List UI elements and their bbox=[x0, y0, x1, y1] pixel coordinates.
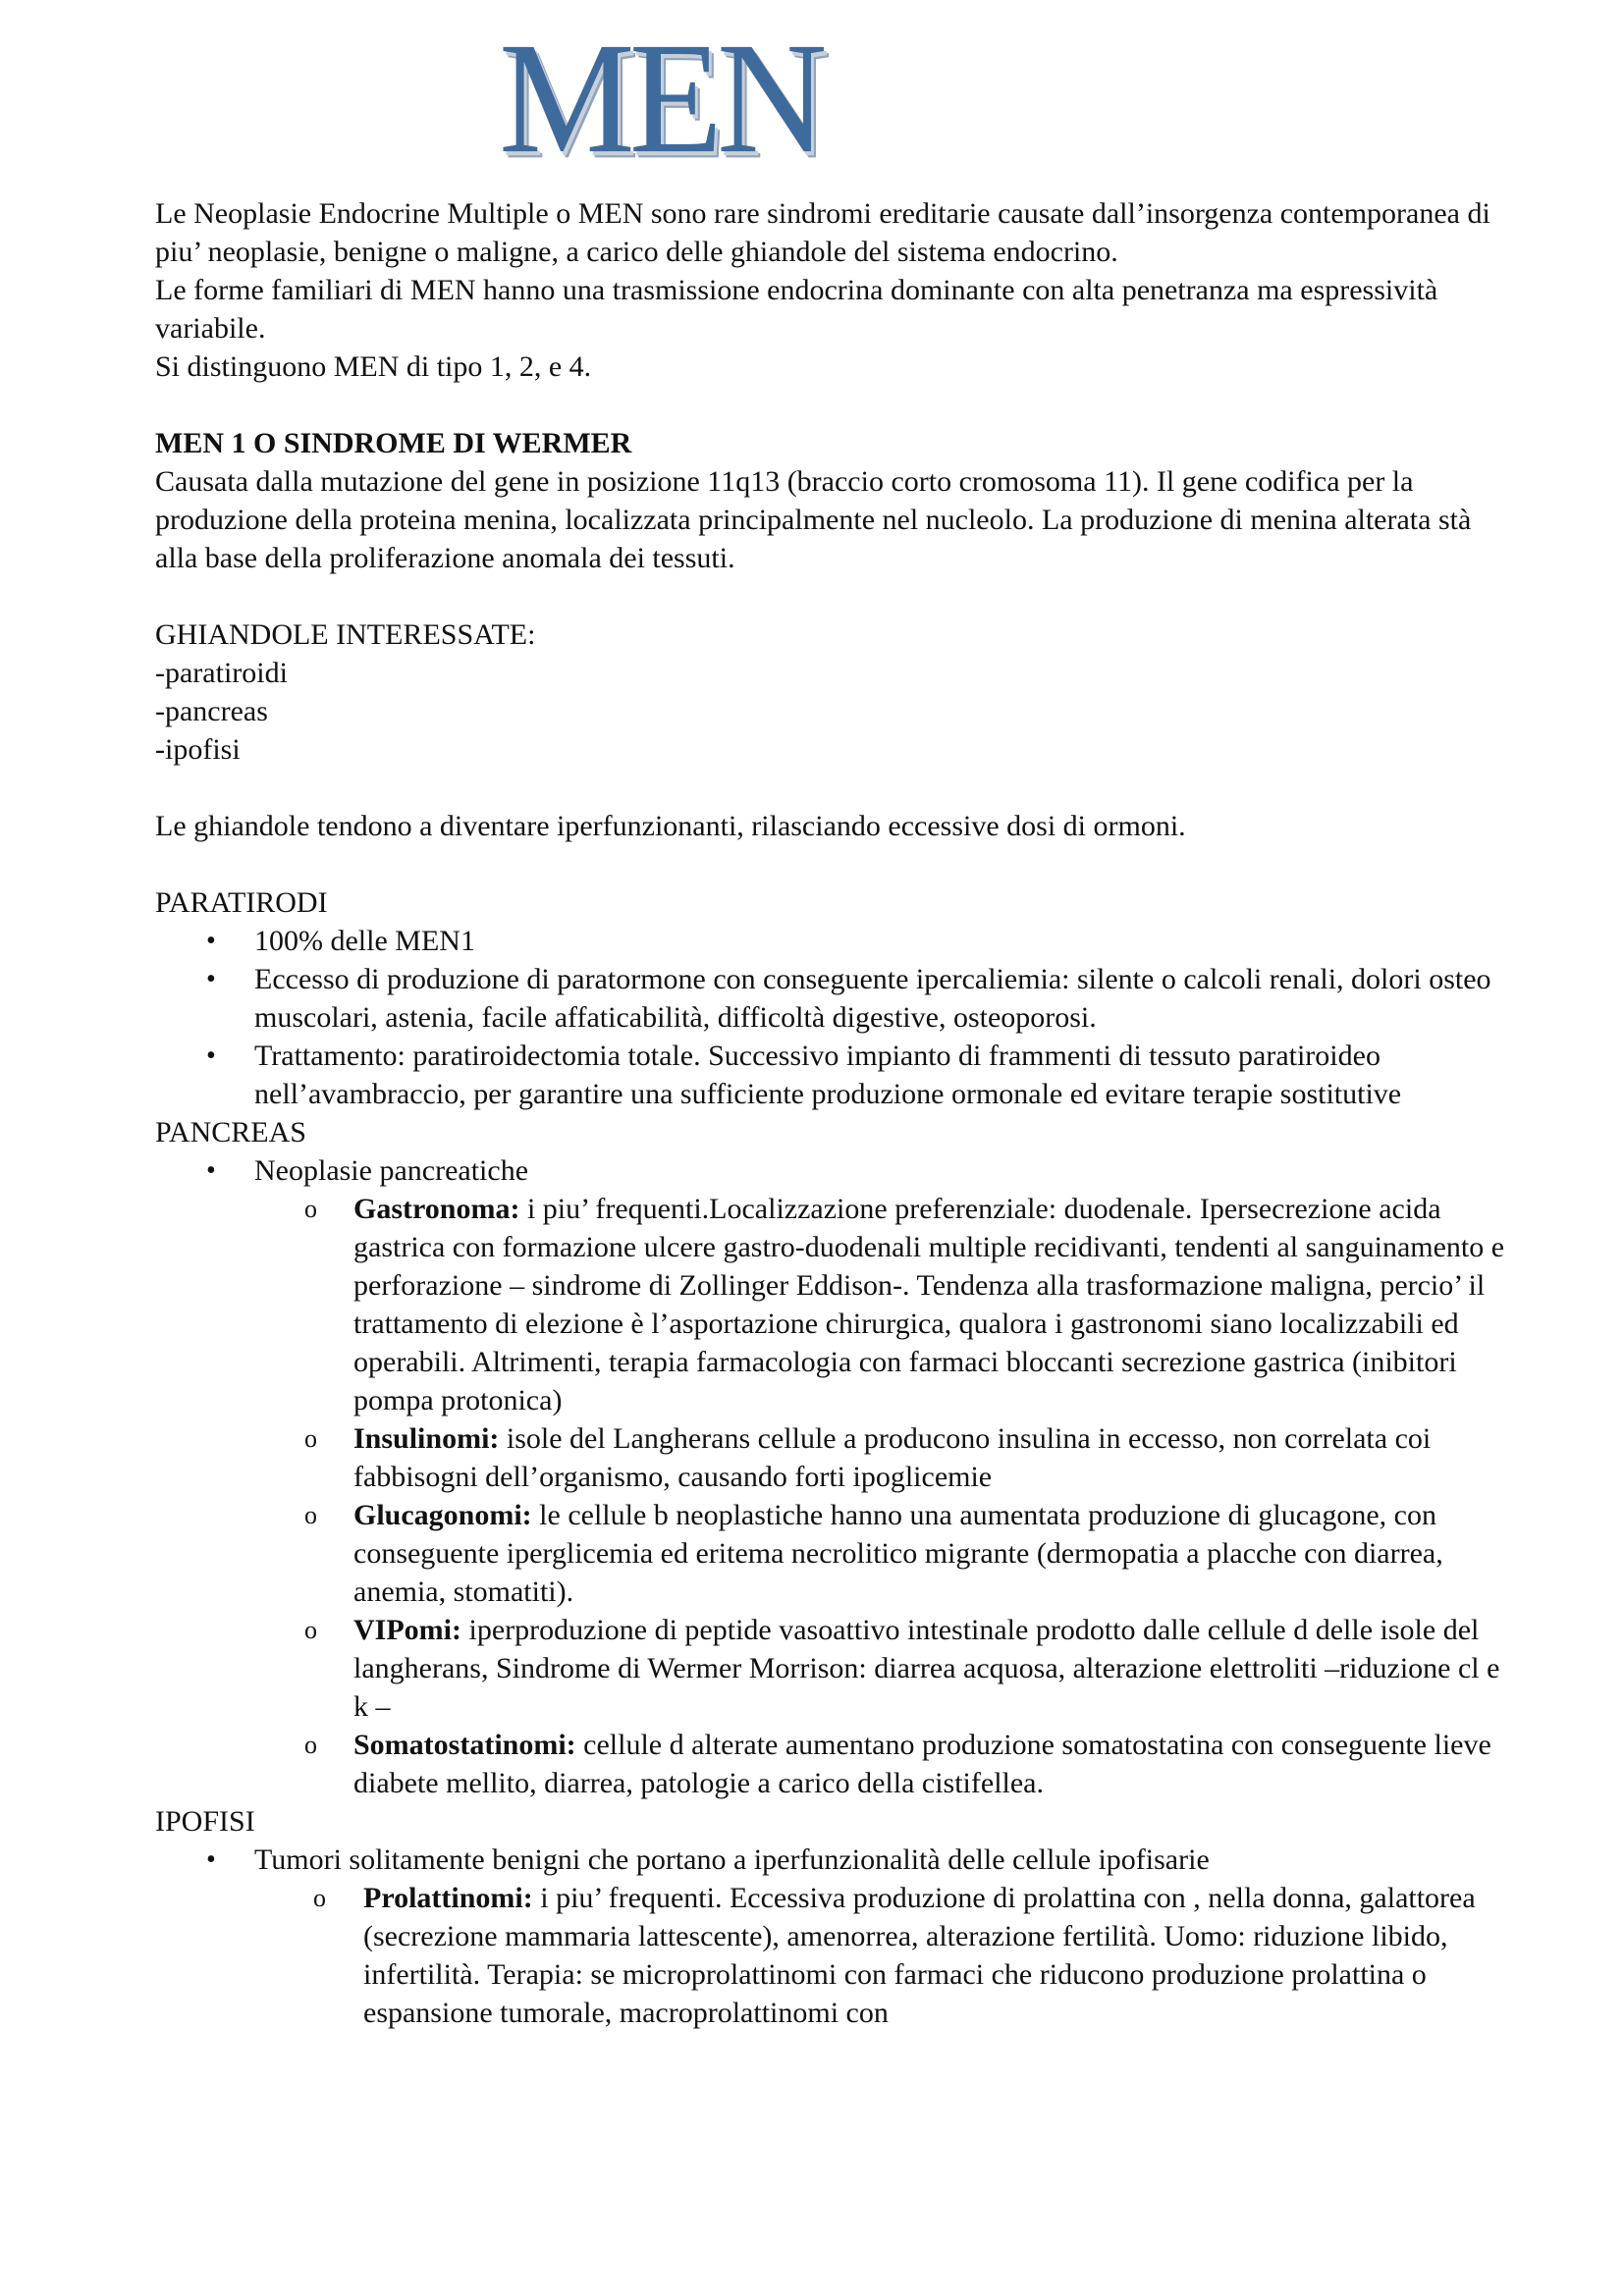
term-description: le cellule b neoplastiche hanno una aumentata produzione di glucagone, con conseguente iperglicemia ed eritema necrolitico migrante (dermopatia a placche con diarrea, anemia, stomatiti). bbox=[353, 1499, 1443, 1608]
list-item bbox=[254, 1419, 1510, 1496]
term: Gastronoma: bbox=[353, 1193, 520, 1225]
pancreas-list bbox=[155, 1151, 1510, 1802]
term: VIPomi: bbox=[353, 1614, 461, 1646]
pancreas-heading: PANCREAS bbox=[155, 1116, 306, 1148]
ipofisi-list bbox=[155, 1841, 1510, 2032]
term: Somatostatinomi: bbox=[353, 1729, 576, 1761]
ipofisi-sublist bbox=[254, 1879, 1510, 2032]
list-item bbox=[155, 1151, 1510, 1802]
glands-note: Le ghiandole tendono a diventare iperfunzionanti, rilasciando eccessive dosi di ormoni. bbox=[155, 810, 1186, 842]
document-body bbox=[155, 194, 1510, 2032]
term-description: i piu’ frequenti.Localizzazione preferenziale: duodenale. Ipersecrezione acida gastrica con formazione ulcere gastro-duodenali multiple recidivanti, tendenti al sanguinamento e perforazione – sindrome di Zollinger Eddison-. Tendenza alla trasformazione maligna, percio’ il trattamento di elezione è l’asportazione chirurgica, qualora i gastronomi siano localizzabili ed operabili. Altrimenti, terapia farmacologia con farmaci bloccanti secrezione gastrica (inibitori pompa protonica) bbox=[353, 1193, 1505, 1416]
list-item: • Eccesso di produzione di paratormone con conseguente ipercaliemia: silente o calcoli renali, dolori osteo muscolari, astenia, facile affaticabilità, difficoltà digestive, osteoporosi. bbox=[155, 960, 1510, 1037]
paratiroidi-list bbox=[155, 922, 1510, 1113]
intro-paragraph-2: Le forme familiari di MEN hanno una trasmissione endocrina dominante con alta penetranza ma espressività variabile. bbox=[155, 274, 1438, 345]
list-item bbox=[254, 1726, 1510, 1802]
list-item bbox=[254, 1496, 1510, 1611]
list-item bbox=[155, 1841, 1510, 2032]
intro-paragraph-1: Le Neoplasie Endocrine Multiple o MEN sono rare sindromi ereditarie causate dall’insorgenza contemporanea di piu’ neoplasie, benigne o maligne, a carico delle ghiandole del sistema endocrino. bbox=[155, 197, 1490, 268]
pancreas-sublist bbox=[254, 1190, 1510, 1802]
term-description: i piu’ frequenti. Eccessiva produzione di prolattina con , nella donna, galattorea (secrezione mammaria lattescente), amenorrea, alterazione fertilità. Uomo: riduzione libido, infertilità. Terapia: se microprolattinomi con farmaci che riducono produzione prolattina o espansione tumorale, macroprolattinomi con bbox=[363, 1882, 1476, 2029]
men1-text: Causata dalla mutazione del gene in posizione 11q13 (braccio corto cromosoma 11). Il gene codifica per la produzione della proteina menina, localizzata principalmente nel nucleolo. La produzione di menina alterata stà alla base della proliferazione anomala dei tessuti. bbox=[155, 465, 1472, 574]
term: Prolattinomi: bbox=[363, 1882, 533, 1914]
paratiroidi-heading: PARATIRODI bbox=[155, 886, 328, 919]
term-description: isole del Langherans cellule a producono insulina in eccesso, non correlata coi fabbisogni dell’organismo, causando forti ipoglicemie bbox=[353, 1422, 1432, 1493]
term-description: iperproduzione di peptide vasoattivo intestinale prodotto dalle cellule d delle isole del langherans, Sindrome di Wermer Morrison: diarrea acquosa, alterazione elettroliti –riduzione cl e k – bbox=[353, 1614, 1500, 1723]
ipofisi-heading: IPOFISI bbox=[155, 1805, 255, 1838]
ipofisi-bullet-text: Tumori solitamente benigni che portano a iperfunzionalità delle cellule ipofisarie bbox=[254, 1843, 1210, 1876]
glands-heading: GHIANDOLE INTERESSATE: bbox=[155, 618, 536, 651]
list-item: • Trattamento: paratiroidectomia totale. Successivo impianto di frammenti di tessuto paratiroideo nell’avambraccio, per garantire una sufficiente produzione ormonale ed evitare terapie sostitutive bbox=[155, 1037, 1510, 1113]
intro-paragraph-3: Si distinguono MEN di tipo 1, 2, e 4. bbox=[155, 350, 592, 383]
pancreas-bullet-text: Neoplasie pancreatiche bbox=[254, 1154, 529, 1187]
men1-heading: MEN 1 O SINDROME DI WERMER bbox=[155, 427, 632, 459]
gland-item: -ipofisi bbox=[155, 733, 241, 766]
men-logo: MEN bbox=[499, 9, 822, 187]
list-item bbox=[254, 1611, 1510, 1726]
gland-item: -pancreas bbox=[155, 695, 268, 727]
term-description: cellule d alterate aumentano produzione somatostatina con conseguente lieve diabete mellito, diarrea, patologie a carico della cistifellea. bbox=[353, 1729, 1491, 1799]
term: Glucagonomi: bbox=[353, 1499, 532, 1531]
list-item: • 100% delle MEN1 bbox=[155, 922, 1510, 960]
term: Insulinomi: bbox=[353, 1422, 500, 1455]
list-item bbox=[254, 1190, 1510, 1419]
gland-item: -paratiroidi bbox=[155, 657, 288, 689]
list-item bbox=[254, 1879, 1510, 2032]
